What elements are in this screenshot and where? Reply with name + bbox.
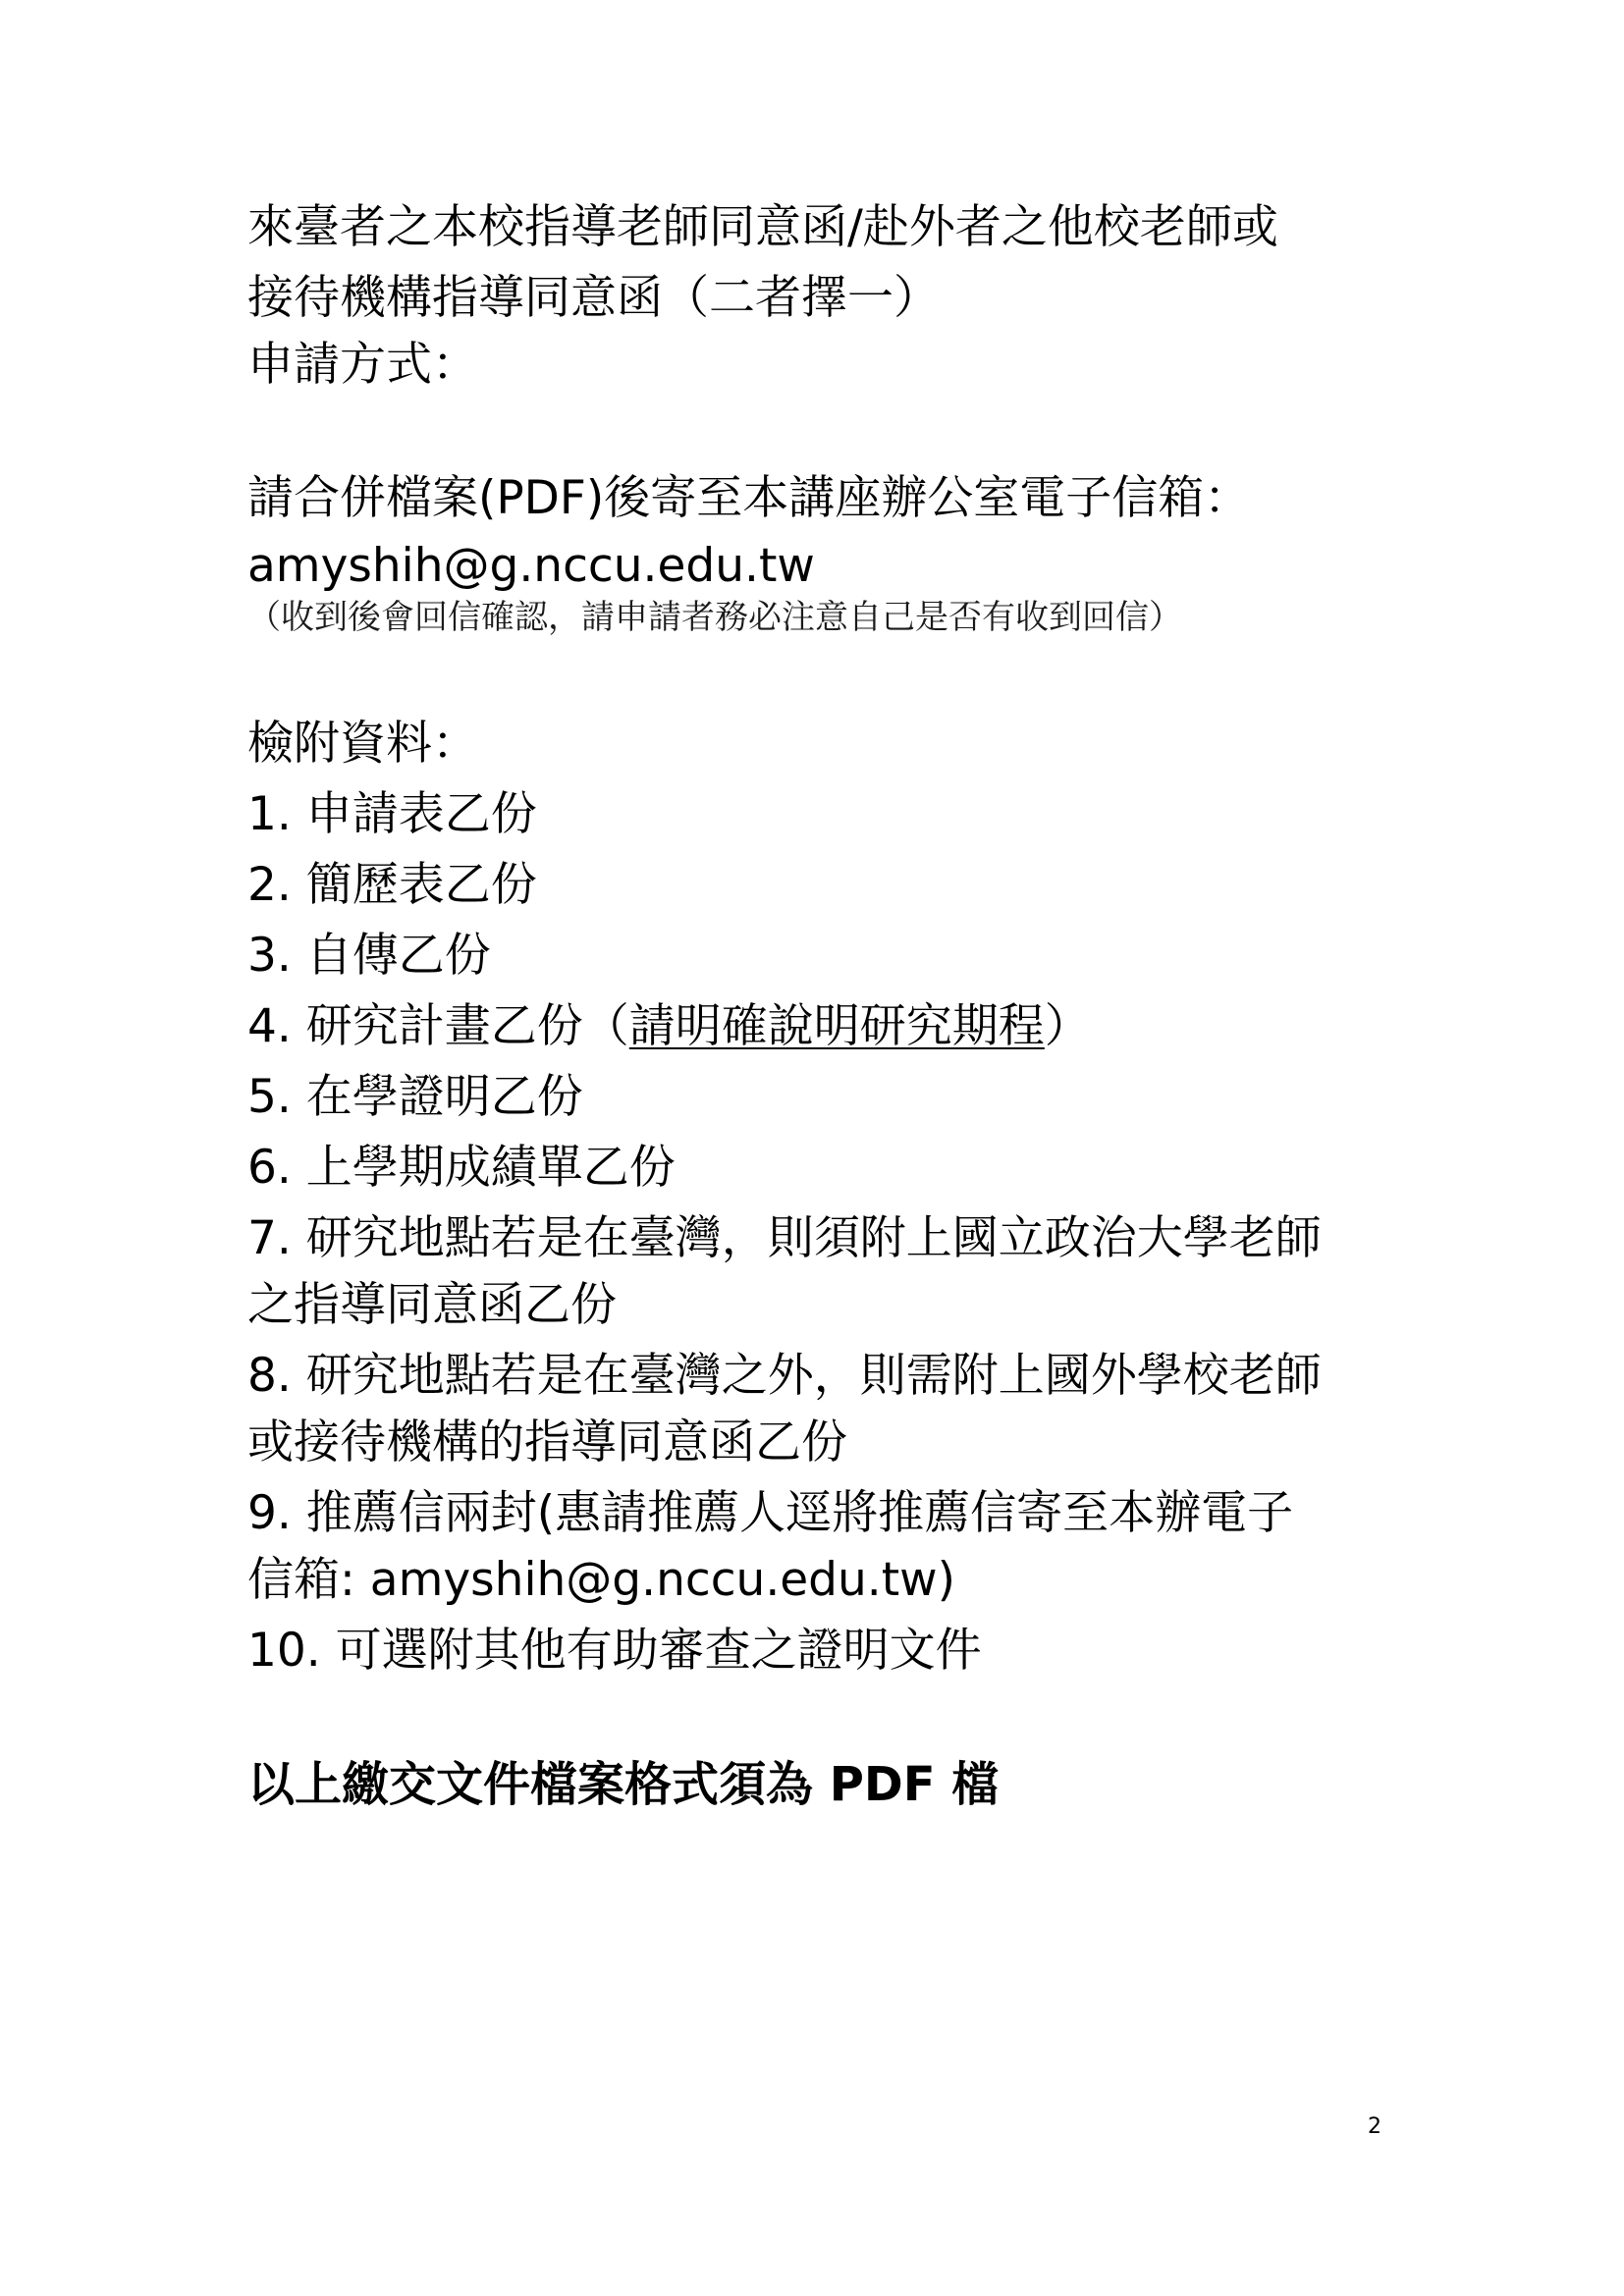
attachment-item-4-prefix: 4. 研究計畫乙份（	[247, 999, 629, 1053]
attachment-item-4	[247, 999, 1091, 1053]
pdf-format-note: 以上繳交文件檔案格式須為 PDF 檔	[247, 1757, 1000, 1812]
header-line-2: 接待機構指導同意函（二者擇一）	[247, 271, 940, 325]
attachment-item-8-line-2: 或接待機構的指導同意函乙份	[247, 1415, 847, 1469]
attachments-heading: 檢附資料：	[247, 717, 478, 771]
attachment-item-7-line-1: 7. 研究地點若是在臺灣，則須附上國立政治大學老師	[247, 1211, 1322, 1265]
attachment-item-10: 10. 可選附其他有助審查之證明文件	[247, 1624, 982, 1678]
attachment-item-5: 5. 在學證明乙份	[247, 1070, 583, 1124]
header-line-1: 來臺者之本校指導老師同意函/赴外者之他校老師或	[247, 200, 1278, 254]
attachment-item-4-underlined: 請明確說明研究期程	[628, 999, 1045, 1053]
attachment-item-4-suffix: ）	[1044, 999, 1091, 1053]
attachment-item-9-line-1: 9. 推薦信兩封(惠請推薦人逕將推薦信寄至本辦電子	[247, 1486, 1294, 1540]
attachment-item-2: 2. 簡歷表乙份	[247, 858, 537, 912]
attachment-item-1: 1. 申請表乙份	[247, 787, 537, 841]
page-number: 2	[1368, 2114, 1381, 2139]
attachment-item-3: 3. 自傳乙份	[247, 929, 491, 983]
contact-email: amyshih@g.nccu.edu.tw	[247, 539, 815, 593]
attachment-item-7-line-2: 之指導同意函乙份	[247, 1278, 617, 1332]
application-instruction: 請合併檔案(PDF)後寄至本講座辦公室電子信箱：	[247, 471, 1251, 525]
confirmation-note: （收到後會回信確認，請申請者務必注意自己是否有收到回信）	[247, 598, 1182, 637]
application-method-heading: 申請方式：	[247, 338, 478, 392]
attachment-item-8-line-1: 8. 研究地點若是在臺灣之外，則需附上國外學校老師	[247, 1349, 1322, 1403]
attachment-item-6: 6. 上學期成績單乙份	[247, 1141, 676, 1195]
attachment-item-9-line-2: 信箱: amyshih@g.nccu.edu.tw)	[247, 1553, 955, 1607]
